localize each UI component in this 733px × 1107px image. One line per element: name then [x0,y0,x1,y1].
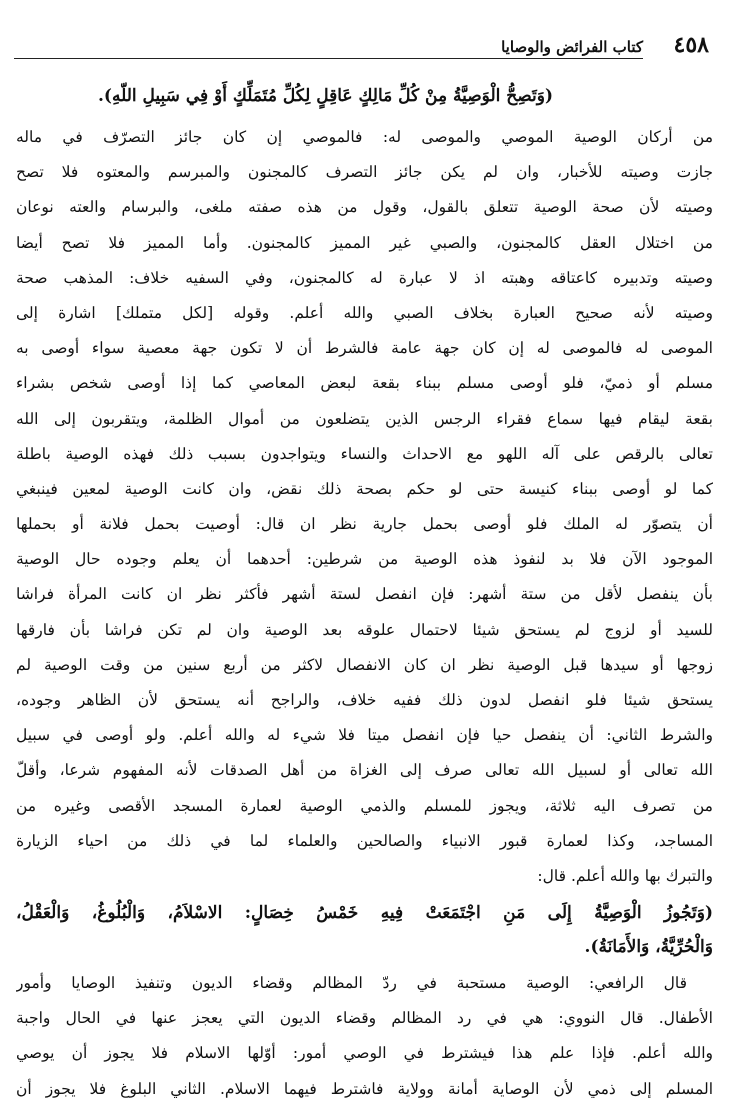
commentary-line: جازت وصيته للأخبار، وان لم يكن جائز التصرف كالمجنون والمبرسم والمعتوه فلا تصح [16,163,713,182]
commentary-line: مسلم أو ذميّ، فلو أوصى مسلم ببناء بقعة لبعض المعاصي كما إذا أوصى شخص بشراء [16,374,713,393]
commentary-line: الله تعالى أو لسبيل الله تعالى صرف إلى الغزاة من أهل الصدقات لأنه المفهوم شرعا، وأقلّ [16,761,713,780]
commentary-line: للسيد أو لزوج لم يستحق شيئا لاحتمال علوقه بعد الوصية وان لم تكن فراشا بأن فارقها [16,620,713,639]
commentary-line: والشرط الثاني: أن ينفصل حيا فإن انفصل ميتا فلا شيء له والله أعلم. ولو أوصى في سبيل [16,726,713,745]
matn-line: (وَتَصِحُّ الْوَصِيَّةُ مِنْ كُلِّ مَالِكٍ عَاقِلٍ لِكُلِّ مُتَمَلِّكٍ أَوْ فِي سَبِيلِ اللّهِ). [98,86,553,106]
header-rule [14,58,643,59]
commentary-line: يستحق شيئا فلو انفصل لدون ذلك ففيه خلاف، والراجح أنه يستحق لأن الظاهر وجوده، [16,691,713,709]
commentary-line: المسلم إلى ذمي لأن الوصاية أمانة وولاية فاشترط فيهما الاسلام. الثاني البلوغ فلا يجوز أن [16,1079,713,1098]
matn-bottom-block [16,893,713,967]
page-header [14,28,709,68]
commentary-line: تعالى بالرقص على آله اللهو مع الاحداث والنساء ويتواجدون بسبب ذلك فهذه الوصية باطلة [16,444,713,463]
matn-top-block [16,76,713,116]
commentary-line: الموجود الآن فلا بد لنفوذ هذه الوصية من شرطين: أحدهما أن يعلم وجوده حال الوصية [16,550,713,569]
matn-line: وَالْحُرِّيَّةُ، وَالأَمَانَةُ). [584,937,713,957]
commentary-line: قال الرافعي: الوصية مستحبة في ردّ المظالم وقضاء الديون وتنفيذ الوصايا وأمور [16,974,687,992]
commentary-block [16,120,713,894]
commentary-line: المساجد، وكذا لعمارة قبور الانبياء والصالحين والعلماء لما في ذلك من احياء الزيارة [16,831,713,850]
matn-line: (وَتَجُوزُ الْوَصِيَّةُ إِلَى مَنِ اجْتَمَعَتْ فِيهِ خَمْسُ خِصَالٍ: الاسْلاَمُ، وَالْبُلُوغُ، وَالْعَقْلُ، [16,903,713,923]
commentary-line: أن يتصوّر له الملك فلو أوصى بحمل جارية نظر ان قال: أوصيت بحمل فلانة أو بحملها [16,515,713,534]
page-number: ٤٥٨ [673,32,709,58]
commentary-line: الأطفال. قال النووي: هي في رد المظالم وقضاء الديون التي يعجز عنها في الحال واجبة [16,1009,713,1028]
commentary-line: بأن ينفصل لأقل من ستة أشهر: فإن انفصل لستة أشهر فأكثر نظر ان كانت المرأة فراشا [16,585,713,604]
commentary-line: الموصى له فالموصى له إن كان جهة عامة فالشرط أن لا تكون جهة معصية سواء أوصى به [16,339,713,358]
commentary-line: من اختلال العقل كالمجنون، والصبي غير المميز كالمجنون. وأما المميز فلا تصح أيضا [16,233,713,252]
commentary-line: من أركان الوصية الموصي والموصى له: فالموصي إن كان جائز التصرّف في ماله [16,128,713,146]
commentary-line: من تصرف اليه ثلاثة، ويجوز للمسلم والذمي الوصية لعمارة المسجد الأقصى وغيره من [16,796,713,815]
commentary-line: وصيته وتدبيره كاعتاقه وهبته اذ لا عبارة له كالمجنون، وفي السفيه خلاف: المذهب صحة [16,268,713,287]
commentary-line: كما لو أوصى ببناء كنيسة حتى لو حكم بصحة ذلك نقض، وان كانت الوصية لمعين فينبغي [16,479,713,498]
commentary-line: وصيته لأن صحة الوصية تتعلق بالقول، وقول من هذه صفته ملغى، والبرسام والعته نوعان [16,198,713,217]
commentary-line: زوجها أو سيدها قبل الوصية نظر ان كان الانفصال لاكثر من أربع سنين من وقت الوصية لم [16,655,713,674]
commentary-line: وصيته لأنه صحيح العبارة بخلاف الصبي والله أعلم. وقوله [لكل متملك] اشارة إلى [16,303,713,322]
chapter-title: كتاب الفرائض والوصايا [501,38,643,56]
commentary-line: والتبرك بها والله أعلم. قال: [537,866,713,885]
commentary-line: والله أعلم. فإذا علم هذا فيشترط في الوصي أمور: أوّلها الاسلام فلا يجوز أن يوصي [16,1044,713,1063]
commentary-line: بقعة ليقام فيها سماع فقراء الرجس الذين يتضلعون من أموال الظلمة، ويتقربون إلى الله [16,409,713,428]
